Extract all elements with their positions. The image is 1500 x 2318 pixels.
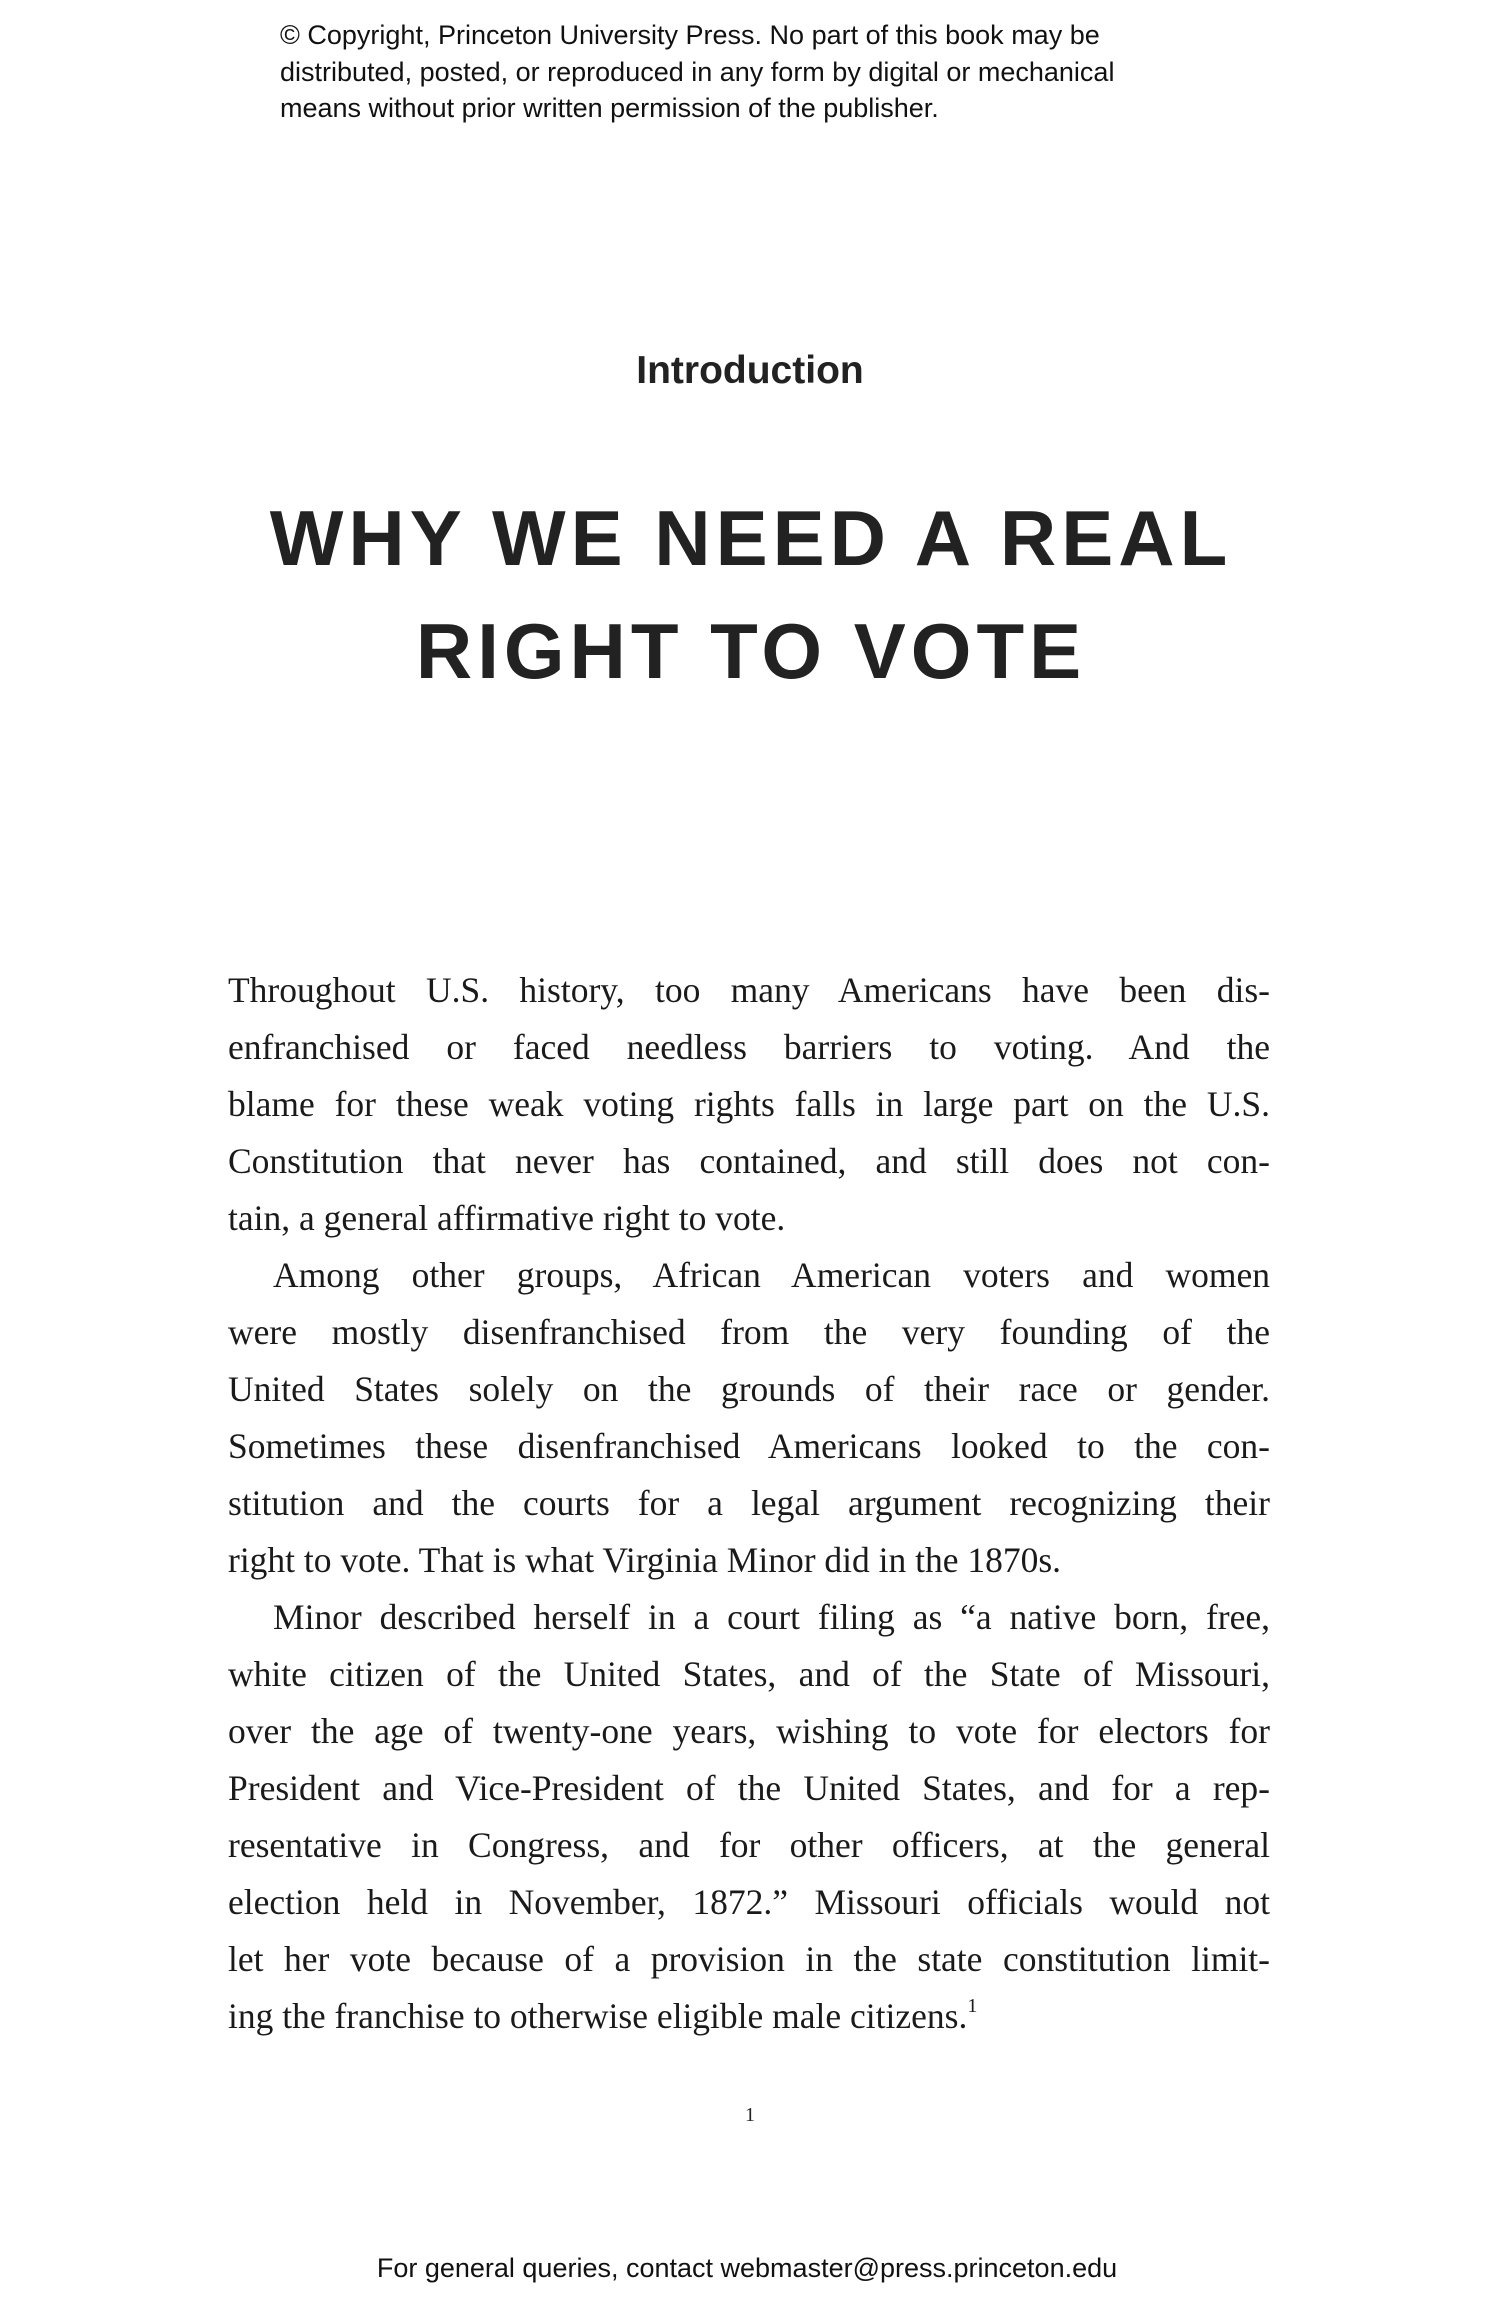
paragraph-3 xyxy=(228,1589,1270,2045)
text-line: white citizen of the United States, and of the State of Missouri, xyxy=(228,1654,1270,1694)
text-line: were mostly disenfranchised from the very founding of the xyxy=(228,1312,1270,1352)
copyright-notice xyxy=(280,17,1240,127)
text-line: resentative in Congress, and for other officers, at the general xyxy=(228,1825,1270,1865)
text-line: ing the franchise to otherwise eligible male citizens. xyxy=(228,1996,968,2036)
text-line: right to vote. That is what Virginia Minor did in the 1870s. xyxy=(228,1540,1062,1580)
body-text xyxy=(228,962,1270,2045)
footnote-marker[interactable]: 1 xyxy=(967,1995,978,2017)
text-line: over the age of twenty-one years, wishing to vote for electors for xyxy=(228,1711,1270,1751)
text-line: United States solely on the grounds of their race or gender. xyxy=(228,1369,1270,1409)
text-line: Among other groups, African American voters and women xyxy=(273,1255,1270,1295)
text-line: let her vote because of a provision in the state constitution limit- xyxy=(228,1939,1270,1979)
text-line-last xyxy=(228,1988,1270,2045)
text-line: Minor described herself in a court filing as “a native born, free, xyxy=(273,1597,1270,1637)
page-number: 1 xyxy=(745,2104,755,2126)
copyright-line: means without prior written permission of the publisher. xyxy=(280,93,939,123)
paragraph-1 xyxy=(228,962,1270,1247)
text-line: stitution and the courts for a legal argument recognizing their xyxy=(228,1483,1270,1523)
chapter-title-line: WHY WE NEED A REAL xyxy=(269,494,1233,582)
chapter-title-line: RIGHT TO VOTE xyxy=(415,607,1087,695)
text-line: Throughout U.S. history, too many Americans have been dis- xyxy=(228,970,1270,1010)
text-line: Constitution that never has contained, and still does not con- xyxy=(228,1141,1270,1181)
paragraph-2 xyxy=(228,1247,1270,1589)
copyright-line: © Copyright, Princeton University Press. No part of this book may be xyxy=(280,20,1100,50)
copyright-line: distributed, posted, or reproduced in any form by digital or mechanical xyxy=(280,56,1115,87)
text-line: blame for these weak voting rights falls in large part on the U.S. xyxy=(228,1084,1270,1124)
text-line: enfranchised or faced needless barriers to voting. And the xyxy=(228,1027,1270,1067)
text-line: election held in November, 1872.” Missouri officials would not xyxy=(228,1882,1270,1922)
text-line: tain, a general affirmative right to vote. xyxy=(228,1198,786,1238)
text-line: Sometimes these disenfranchised Americans looked to the con- xyxy=(228,1426,1270,1466)
chapter-title xyxy=(0,482,1500,708)
chapter-label: Introduction xyxy=(636,349,864,392)
text-line: President and Vice-President of the United States, and for a rep- xyxy=(228,1768,1270,1808)
footer-contact: For general queries, contact webmaster@press.princeton.edu xyxy=(376,2253,1118,2283)
